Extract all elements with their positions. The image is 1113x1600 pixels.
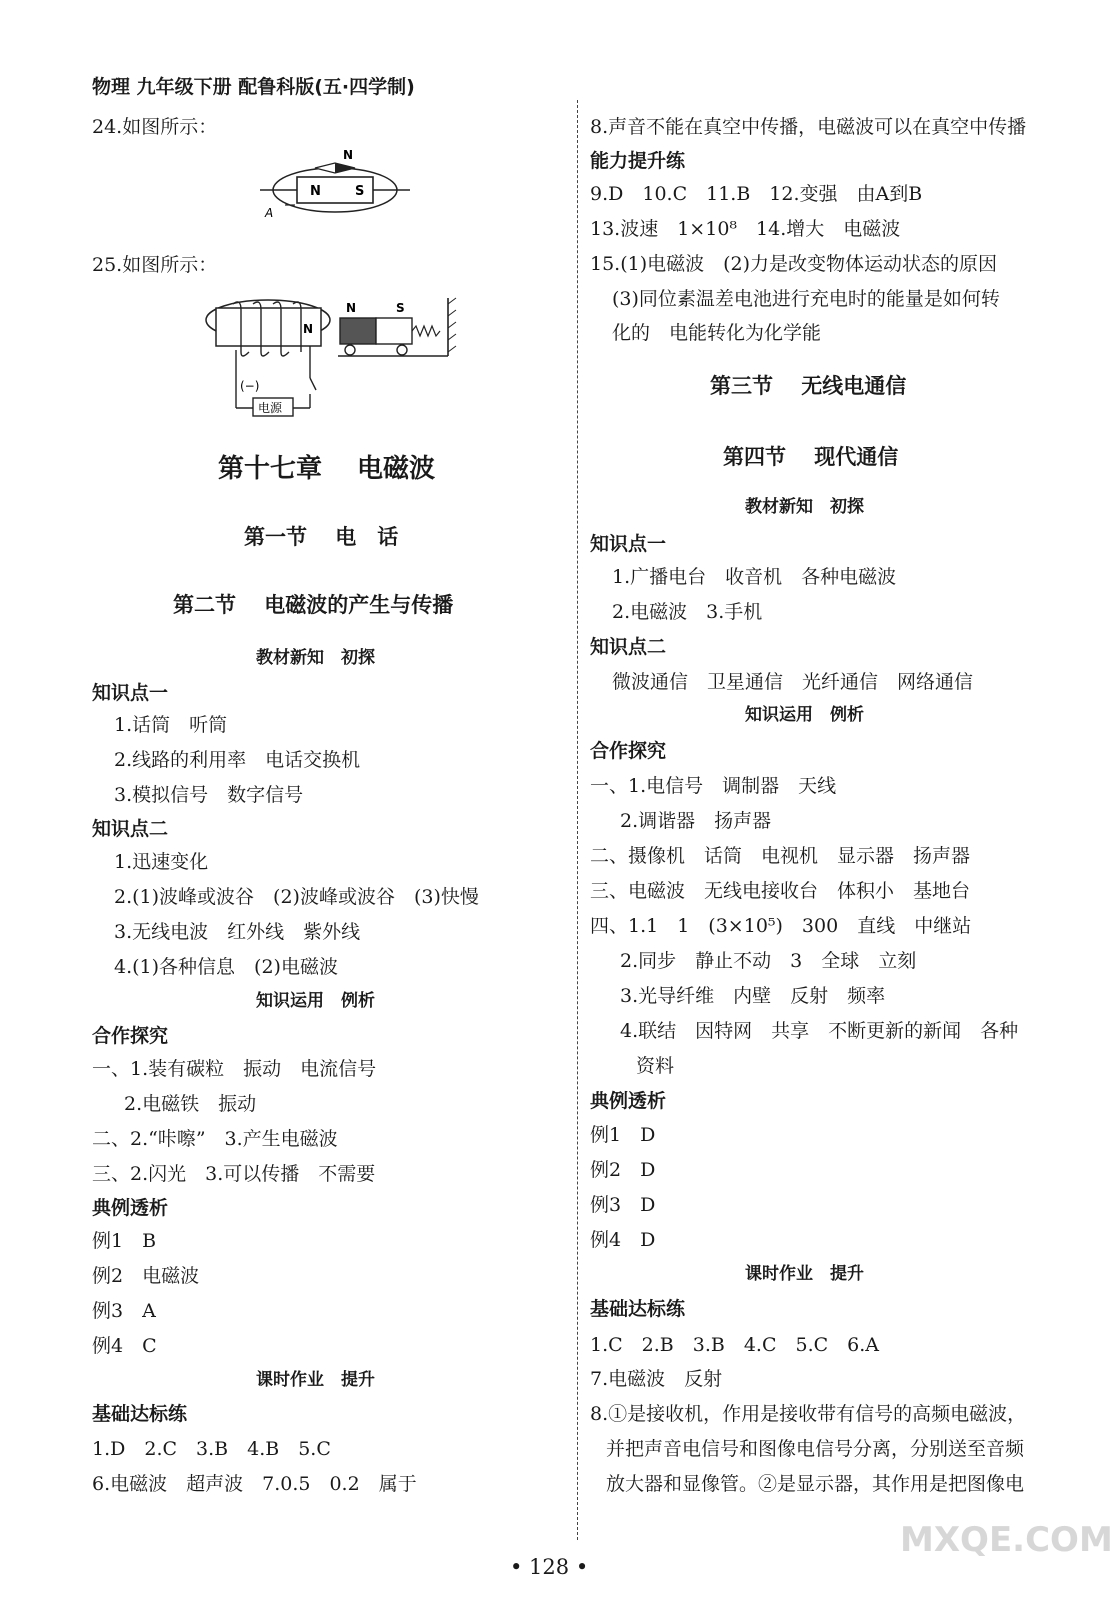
right-line: 资料 xyxy=(636,1055,675,1077)
right-line: 基础达标练 xyxy=(590,1298,686,1320)
right-line: 2.调谐器 扬声器 xyxy=(620,810,772,832)
coil-n-label: N xyxy=(303,322,314,336)
left-line: 6.电磁波 超声波 7.0.5 0.2 属于 xyxy=(92,1473,417,1495)
right-line: 8.声音不能在真空中传播，电磁波可以在真空中传播 xyxy=(590,116,1027,138)
right-line: 一、1.电信号 调制器 天线 xyxy=(590,775,837,797)
compass-n-label: N xyxy=(343,148,354,162)
left-line: 2.(1)波峰或波谷 (2)波峰或波谷 (3)快慢 xyxy=(114,886,479,908)
left-line: 三、2.闪光 3.可以传播 不需要 xyxy=(92,1163,376,1185)
right-line: 第四节 现代通信 xyxy=(723,445,899,469)
left-line: 1.迅速变化 xyxy=(114,851,209,873)
right-line: 二、摄像机 话筒 电视机 显示器 扬声器 xyxy=(590,845,971,867)
right-line: 知识点一 xyxy=(590,533,667,555)
figure-25-electromagnet xyxy=(198,290,468,425)
right-line: 例4 D xyxy=(590,1229,656,1251)
right-line: 知识点二 xyxy=(590,636,667,658)
magnet-s-label: S xyxy=(355,184,365,199)
left-line: 例3 A xyxy=(92,1300,156,1322)
car-s-label: S xyxy=(396,301,405,315)
left-line: 第二节 电磁波的产生与传播 xyxy=(173,593,454,617)
left-line: 2.线路的利用率 电话交换机 xyxy=(114,749,361,771)
left-line: 第一节 电 话 xyxy=(244,525,399,549)
left-line: 1.D 2.C 3.B 4.B 5.C xyxy=(92,1438,331,1460)
right-line: 例2 D xyxy=(590,1159,656,1181)
left-line: 3.模拟信号 数字信号 xyxy=(114,784,304,806)
right-line: 1.C 2.B 3.B 4.C 5.C 6.A xyxy=(590,1334,880,1356)
left-line: 2.电磁铁 振动 xyxy=(124,1093,257,1115)
left-line: 知识点二 xyxy=(92,818,169,840)
left-line: 知识点一 xyxy=(92,682,169,704)
left-line: 1.话筒 听筒 xyxy=(114,714,228,736)
right-line: (3)同位素温差电池进行充电时的能量是如何转 xyxy=(612,288,1000,310)
right-line: 合作探究 xyxy=(590,740,667,762)
right-line: 知识运用 例析 xyxy=(745,705,864,725)
right-line: 13.波速 1×10⁸ 14.增大 电磁波 xyxy=(590,218,901,240)
minus-label: (−) xyxy=(240,379,260,393)
magnet-n-label: N xyxy=(310,184,321,199)
point-a-label: A xyxy=(265,206,274,220)
car-n-label: N xyxy=(346,301,357,315)
right-line: 15.(1)电磁波 (2)力是改变物体运动状态的原因 xyxy=(590,253,998,275)
left-line: 24.如图所示： xyxy=(92,116,218,138)
left-line: 4.(1)各种信息 (2)电磁波 xyxy=(114,956,338,978)
right-line: 课时作业 提升 xyxy=(745,1264,864,1284)
right-line: 微波通信 卫星通信 光纤通信 网络通信 xyxy=(612,671,974,693)
right-line: 例1 D xyxy=(590,1124,656,1146)
left-line: 基础达标练 xyxy=(92,1403,188,1425)
left-line: 合作探究 xyxy=(92,1025,169,1047)
right-line: 8.①是接收机，作用是接收带有信号的高频电磁波， xyxy=(590,1403,1027,1425)
right-line: 放大器和显像管。②是显示器，其作用是把图像电 xyxy=(606,1473,1025,1495)
right-line: 典例透析 xyxy=(590,1090,667,1112)
right-line: 2.电磁波 3.手机 xyxy=(612,601,763,623)
right-line: 教材新知 初探 xyxy=(745,497,864,517)
right-line: 化的 电能转化为化学能 xyxy=(612,322,822,344)
left-line: 例1 B xyxy=(92,1230,157,1252)
left-line: 第十七章 电磁波 xyxy=(218,454,436,484)
left-line: 课时作业 提升 xyxy=(256,1370,375,1390)
column-divider xyxy=(577,100,578,1540)
left-line: 例2 电磁波 xyxy=(92,1265,200,1287)
right-line: 三、电磁波 无线电接收台 体积小 基地台 xyxy=(590,880,971,902)
left-line: 25.如图所示： xyxy=(92,254,218,276)
left-line: 例4 C xyxy=(92,1335,157,1357)
left-line: 知识运用 例析 xyxy=(256,991,375,1011)
left-line: 一、1.装有碳粒 振动 电流信号 xyxy=(92,1058,377,1080)
right-line: 4.联结 因特网 共享 不断更新的新闻 各种 xyxy=(620,1020,1019,1042)
right-line: 四、1.1 1 (3×10⁵) 300 直线 中继站 xyxy=(590,915,972,937)
right-line: 能力提升练 xyxy=(590,150,686,172)
right-line: 9.D 10.C 11.B 12.变强 由A到B xyxy=(590,183,923,205)
left-line: 教材新知 初探 xyxy=(256,648,375,668)
right-line: 第三节 无线电通信 xyxy=(710,374,907,398)
page-header: 物理 九年级下册 配鲁科版(五·四学制) xyxy=(92,76,415,98)
right-line: 例3 D xyxy=(590,1194,656,1216)
right-line: 3.光导纤维 内壁 反射 频率 xyxy=(620,985,886,1007)
right-line: 2.同步 静止不动 3 全球 立刻 xyxy=(620,950,917,972)
right-line: 1.广播电台 收音机 各种电磁波 xyxy=(612,566,897,588)
page-number: • 128 • xyxy=(510,1555,589,1579)
left-line: 3.无线电波 红外线 紫外线 xyxy=(114,921,361,943)
right-line: 并把声音电信号和图像电信号分离，分别送至音频 xyxy=(606,1438,1025,1460)
left-line: 二、2.“咔嚓” 3.产生电磁波 xyxy=(92,1128,338,1150)
power-source-label: 电源 xyxy=(258,401,283,415)
left-line: 典例透析 xyxy=(92,1197,169,1219)
watermark: MXQE.COM xyxy=(900,1520,1113,1560)
right-line: 7.电磁波 反射 xyxy=(590,1368,723,1390)
figure-24-magnet xyxy=(255,145,415,235)
